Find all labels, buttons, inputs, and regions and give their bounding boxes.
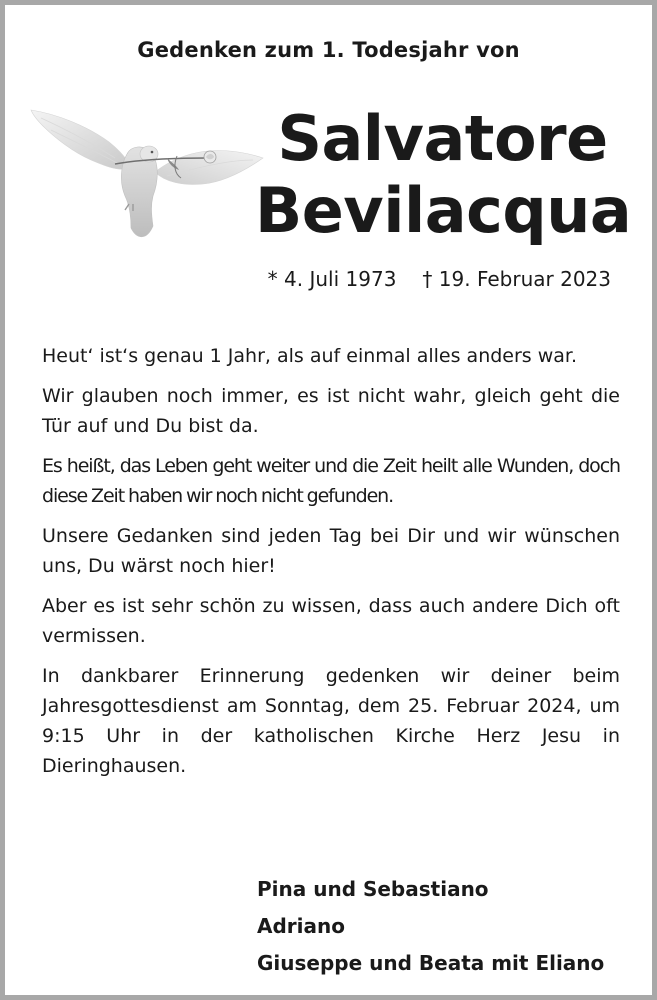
signature-block bbox=[257, 871, 604, 982]
first-name: Salvatore bbox=[277, 102, 608, 175]
signature-line: Giuseppe und Beata mit Eliano bbox=[257, 951, 605, 975]
paragraph: Es heißt, das Leben geht weiter und die Zeit heilt alle Wunden, doch diese Zeit haben wir noch nicht gefunden. bbox=[42, 455, 620, 507]
paragraph: Unsere Gedanken sind jeden Tag bei Dir und wir wünschen uns, Du wärst noch hier! bbox=[42, 525, 620, 577]
paragraph: Heut‘ ist‘s genau 1 Jahr, als auf einmal alles anders war. bbox=[42, 345, 578, 367]
death-date: † 19. Februar 2023 bbox=[422, 267, 611, 291]
obituary-card bbox=[5, 5, 652, 995]
birth-date: * 4. Juli 1973 bbox=[267, 267, 397, 291]
memorial-text bbox=[42, 341, 620, 791]
memorial-header: Gedenken zum 1. Todesjahr von bbox=[137, 38, 520, 62]
dove-with-rose-icon bbox=[27, 100, 267, 250]
paragraph: In dankbarer Erinnerung gedenken wir deiner beim Jahresgottesdienst am Sonntag, dem 25. Februar 2024, um 9:15 Uhr in der katholischen Kirche Herz Jesu in Dieringhausen. bbox=[42, 665, 620, 777]
paragraph: Aber es ist sehr schön zu wissen, dass auch andere Dich oft vermissen. bbox=[42, 595, 620, 647]
deceased-name bbox=[255, 103, 630, 247]
signature-line: Adriano bbox=[257, 914, 345, 938]
life-dates bbox=[268, 267, 611, 291]
paragraph: Wir glauben noch immer, es ist nicht wahr, gleich geht die Tür auf und Du bist da. bbox=[42, 385, 620, 437]
signature-line: Pina und Sebastiano bbox=[257, 877, 489, 901]
last-name: Bevilacqua bbox=[255, 174, 632, 247]
